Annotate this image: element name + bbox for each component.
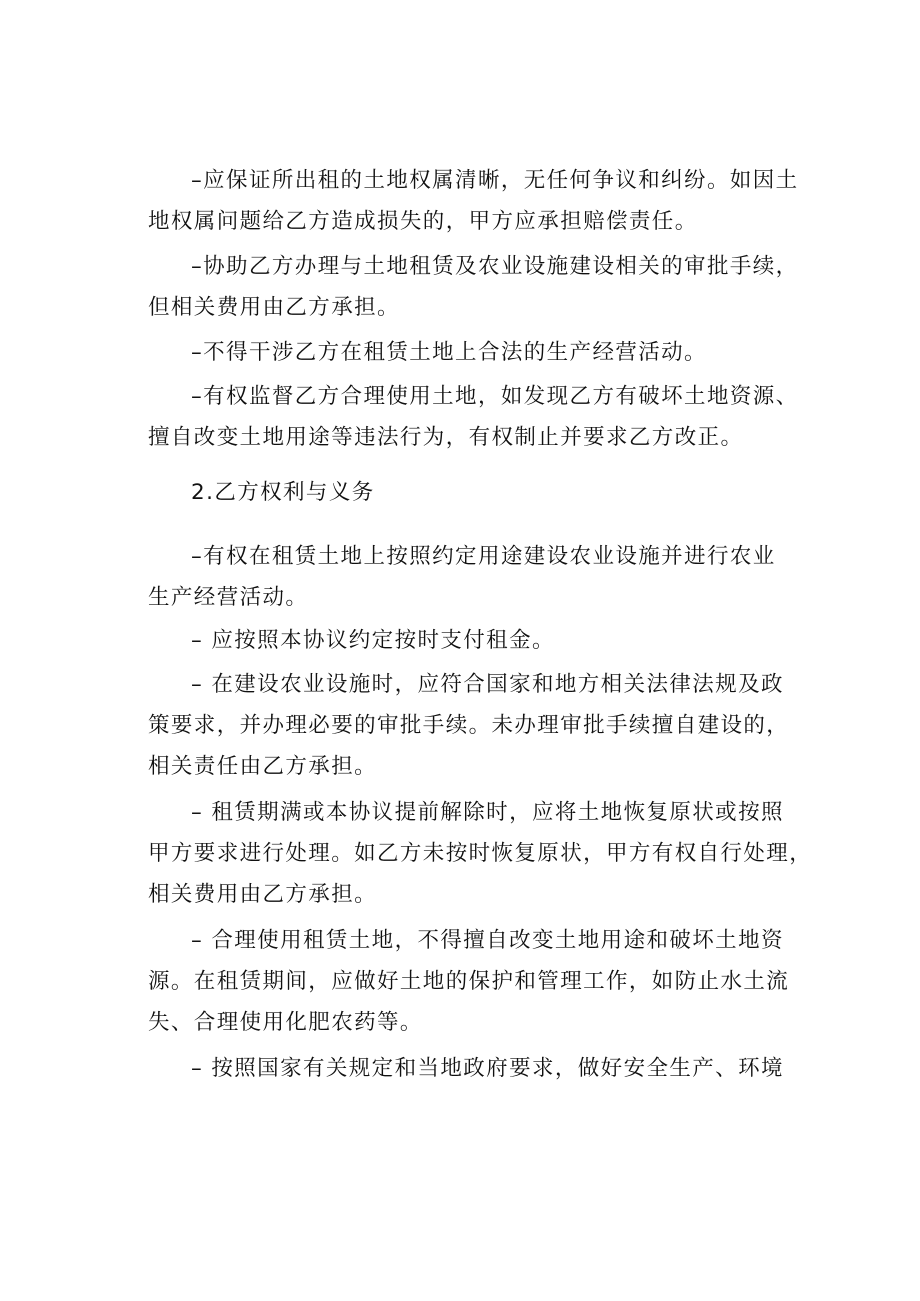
paragraph-legal-compliance — [148, 664, 804, 787]
text-line: – 在建设农业设施时，应符合国家和地方相关法律法规及政 — [191, 672, 784, 697]
text-line: –协助乙方办理与土地租赁及农业设施建设相关的审批手续， — [191, 254, 799, 279]
text-line: – 按照国家有关规定和当地政府要求，做好安全生产、环境 — [191, 1056, 784, 1081]
paragraph-no-interference — [148, 332, 804, 373]
text-line: –有权在租赁土地上按照约定用途建设农业设施并进行农业 — [191, 544, 776, 569]
paragraph-construction-right — [148, 536, 804, 618]
text-line: 策要求，并办理必要的审批手续。未办理审批手续擅自建设的， — [148, 713, 790, 738]
paragraph-approval-assistance — [148, 246, 804, 328]
text-line: – 应按照本协议约定按时支付租金。 — [191, 628, 555, 653]
text-line: 相关责任由乙方承担。 — [148, 754, 378, 779]
paragraph-rent-payment — [148, 620, 804, 661]
text-line: – 租赁期满或本协议提前解除时，应将土地恢复原状或按照 — [191, 800, 784, 825]
paragraph-land-restoration — [148, 792, 813, 915]
paragraph-supervision-right — [148, 376, 804, 458]
text-line: 擅自改变土地用途等违法行为，有权制止并要求乙方改正。 — [148, 425, 744, 450]
text-line: 生产经营活动。 — [148, 585, 309, 610]
section-heading: 2.乙方权利与义务 — [191, 480, 375, 505]
text-line: –应保证所出租的土地权属清晰，无任何争议和纠纷。如因土 — [191, 168, 799, 193]
text-line: –有权监督乙方合理使用土地，如发现乙方有破坏土地资源、 — [191, 384, 799, 409]
text-line: 地权属问题给乙方造成损失的，甲方应承担赔偿责任。 — [148, 209, 698, 234]
text-line: – 合理使用租赁土地，不得擅自改变土地用途和破坏土地资 — [191, 928, 784, 953]
paragraph-reasonable-use — [148, 920, 804, 1043]
paragraph-land-ownership — [148, 160, 804, 242]
text-line: –不得干涉乙方在租赁土地上合法的生产经营活动。 — [191, 340, 707, 365]
paragraph-safety-environment — [148, 1048, 804, 1089]
text-line: 源。在租赁期间，应做好土地的保护和管理工作，如防止水土流 — [148, 969, 790, 994]
text-line: 甲方要求进行处理。如乙方未按时恢复原状，甲方有权自行处理， — [148, 841, 813, 866]
text-line: 相关费用由乙方承担。 — [148, 882, 378, 907]
text-line: 但相关费用由乙方承担。 — [148, 295, 400, 320]
text-line: 失、合理使用化肥农药等。 — [148, 1010, 423, 1035]
